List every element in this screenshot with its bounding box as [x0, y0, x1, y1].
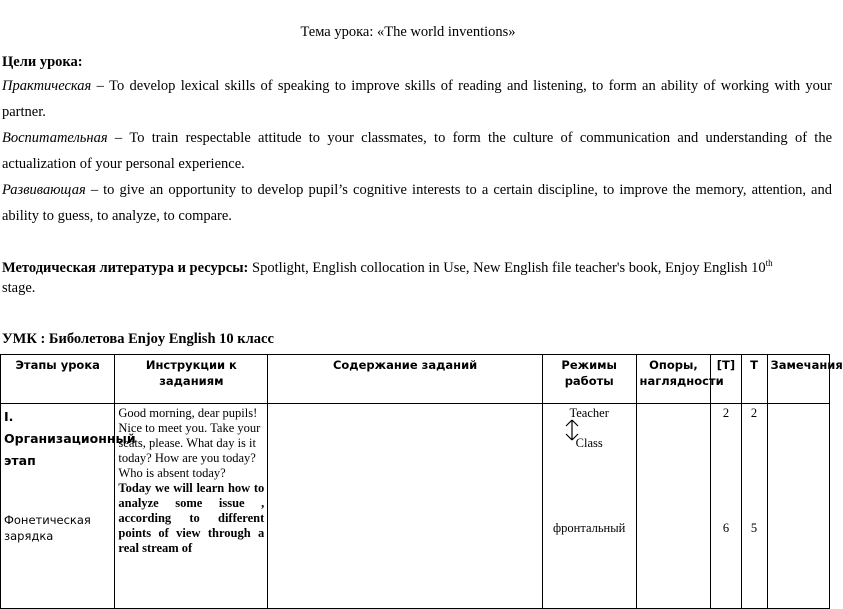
resources-tail: stage.	[2, 280, 36, 296]
resources-line	[2, 258, 832, 298]
goal-practical-dash: –	[91, 78, 110, 94]
goal-developmental-text: to give an opportunity to develop pupil’s cognitive interests to a certain discipline, to improve the memory, attention, and ability to guess, to analyze, to compare.	[2, 182, 832, 224]
instructions-objective: Today we will learn how to analyze some issue , according to different points of view through a real stream of	[118, 481, 265, 555]
lesson-plan-table	[0, 354, 843, 609]
goal-practical-text: To develop lexical skills of speaking to improve skills of reading and listening, to form an ability of working with your partner.	[2, 78, 832, 120]
table-row	[1, 404, 830, 609]
header-stages: Этапы урока	[1, 355, 115, 404]
t-bracket-value-top: 2	[722, 406, 730, 420]
stage-title: I. Организационный этап	[4, 409, 136, 468]
resources-sup: th	[765, 258, 773, 269]
goal-educational-dash: –	[107, 130, 130, 146]
goal-developmental-label: Развивающая	[2, 182, 86, 198]
header-t: T	[741, 355, 767, 404]
goal-developmental-dash: –	[85, 182, 104, 198]
mode-class: Class	[575, 436, 603, 450]
stage-cell	[1, 404, 136, 609]
work-mode-cell	[542, 404, 636, 609]
umk-line: УМК : Биболетова Enjoy English 10 класс	[2, 331, 274, 347]
lesson-topic-title: Тема урока: «The world inventions»	[300, 24, 516, 40]
resources-label: Методическая литература и ресурсы:	[2, 260, 249, 276]
goal-practical	[2, 73, 832, 125]
content-cell	[268, 404, 543, 609]
t-bracket-value-bottom: 6	[722, 521, 730, 535]
table-header-row	[1, 355, 830, 404]
header-work-modes: Режимы работы	[542, 355, 636, 404]
goals-heading: Цели урока:	[2, 54, 83, 70]
stage-subtitle: Фонетическая зарядка	[4, 513, 91, 543]
header-t-bracket: [T]	[711, 355, 741, 404]
goal-developmental	[2, 177, 832, 229]
remarks-cell	[767, 404, 829, 609]
goal-educational-text: To train respectable attitude to your classmates, to form the culture of communication and understanding of the actualization of your personal experience.	[2, 130, 832, 172]
t-bracket-cell	[711, 404, 741, 609]
t-cell	[741, 404, 767, 609]
header-supports: Опоры, наглядности	[636, 355, 711, 404]
goal-educational	[2, 125, 832, 177]
header-remarks: Замечания	[767, 355, 829, 404]
supports-cell	[636, 404, 711, 609]
instructions-greeting: Good morning, dear pupils! Nice to meet you. Take your seats, please. What day is it today? How are you today? Who is absent today?	[118, 406, 261, 480]
mode-teacher: Teacher	[569, 406, 609, 420]
mode-frontal: фронтальный	[553, 521, 626, 535]
goal-educational-label: Воспитательная	[2, 130, 108, 146]
goal-practical-label: Практическая	[2, 78, 92, 94]
header-instructions: Инструкции к заданиям	[115, 355, 268, 404]
t-value-top: 2	[750, 406, 758, 420]
resources-text: Spotlight, English collocation in Use, New English file teacher's book, Enjoy English 10	[248, 260, 766, 276]
header-content: Содержание заданий	[268, 355, 543, 404]
instructions-cell	[115, 404, 268, 609]
t-value-bottom: 5	[750, 521, 758, 535]
